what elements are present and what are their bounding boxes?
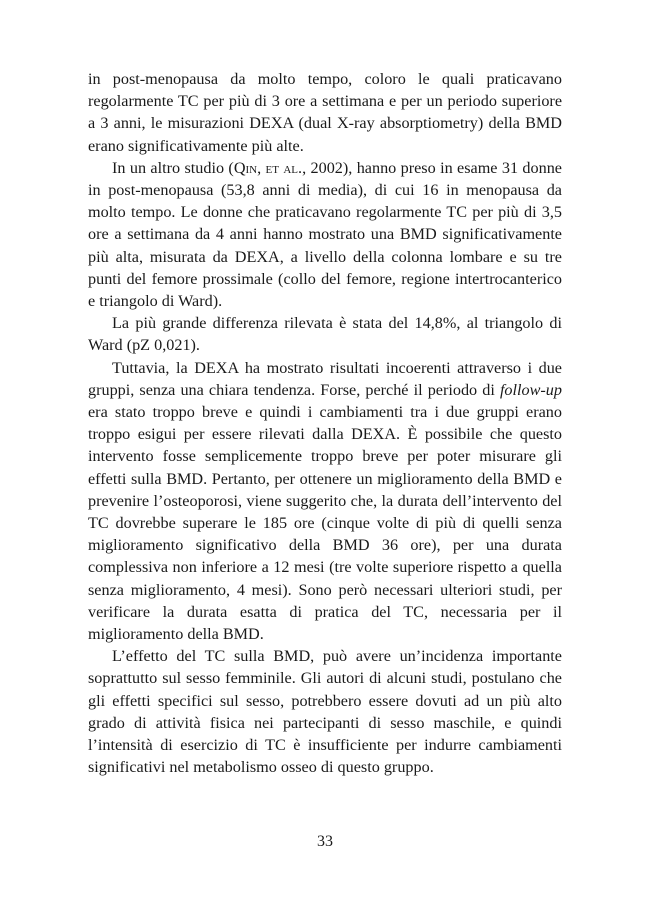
text-run: Tuttavia, la DEXA ha mostrato risultati incoerenti attraverso i due gruppi, senza una chiara tendenza. Forse, perché il periodo di xyxy=(88,358,562,399)
text-run: era stato troppo breve e quindi i cambiamenti tra i due gruppi erano troppo esigui per essere rilevati dalla DEXA. È possibile che questo intervento fosse semplicemente troppo breve per poter misurare gli effetti sulla BMD. Pertanto, per ottenere un miglioramento della BMD e prevenire l’osteoporosi, viene suggerito che, la durata dell’intervento del TC dovrebbe superare le 185 ore (cinque volte di più di quelli senza miglioramento significativo della BMD 36 ore), per una durata complessiva non inferiore a 12 mesi (tre volte superiore rispetto a quella senza miglioramento, 4 mesi). Sono però necessari ulteriori studi, per verificare la durata esatta di pratica del TC, necessaria per il miglioramento della BMD. xyxy=(88,403,562,644)
paragraph xyxy=(88,157,562,312)
body-text xyxy=(88,68,562,779)
paragraph xyxy=(88,312,562,356)
text-run: La più grande differenza rilevata è stata del 14,8%, al triangolo di Ward (pZ 0,021). xyxy=(88,314,562,355)
italic-term: follow-up xyxy=(499,380,562,399)
text-run: L’effetto del TC sulla BMD, può avere un’incidenza importante soprattutto sul sesso femminile. Gli autori di alcuni studi, postulano che gli effetti specifici sul sesso, potrebbero essere dovuti ad un più alto grado di attività fisica nei partecipanti di sesso maschile, e quindi l’intensità di esercizio di TC è insufficiente per indurre cambiamenti significativi nel metabolismo osseo di questo gruppo. xyxy=(88,647,562,777)
paragraph xyxy=(88,645,562,778)
text-run: In un altro studio ( xyxy=(112,158,234,177)
citation-authors: Qin, et al. xyxy=(233,158,303,177)
paragraph xyxy=(88,357,562,646)
text-run: in post-menopausa da molto tempo, coloro le quali praticavano regolarmente TC per più di 3 ore a settimana e per un periodo superiore a 3 anni, le misurazioni DEXA (dual X-ray absorptiometry) della BMD erano significativamente più alte. xyxy=(88,70,562,155)
text-run: , 2002), hanno preso in esame 31 donne in post-menopausa (53,8 anni di media), di cui 16 in menopausa da molto tempo. Le donne che praticavano regolarmente TC per più di 3,5 ore a settimana da 4 anni hanno mostrato una BMD significativamente più alta, misurata da DEXA, a livello della colonna lombare e su tre punti del femore prossimale (collo del femore, regione intertrocanterico e triangolo di Ward). xyxy=(88,158,562,311)
page-number: 33 xyxy=(317,833,333,850)
paragraph xyxy=(88,68,562,157)
